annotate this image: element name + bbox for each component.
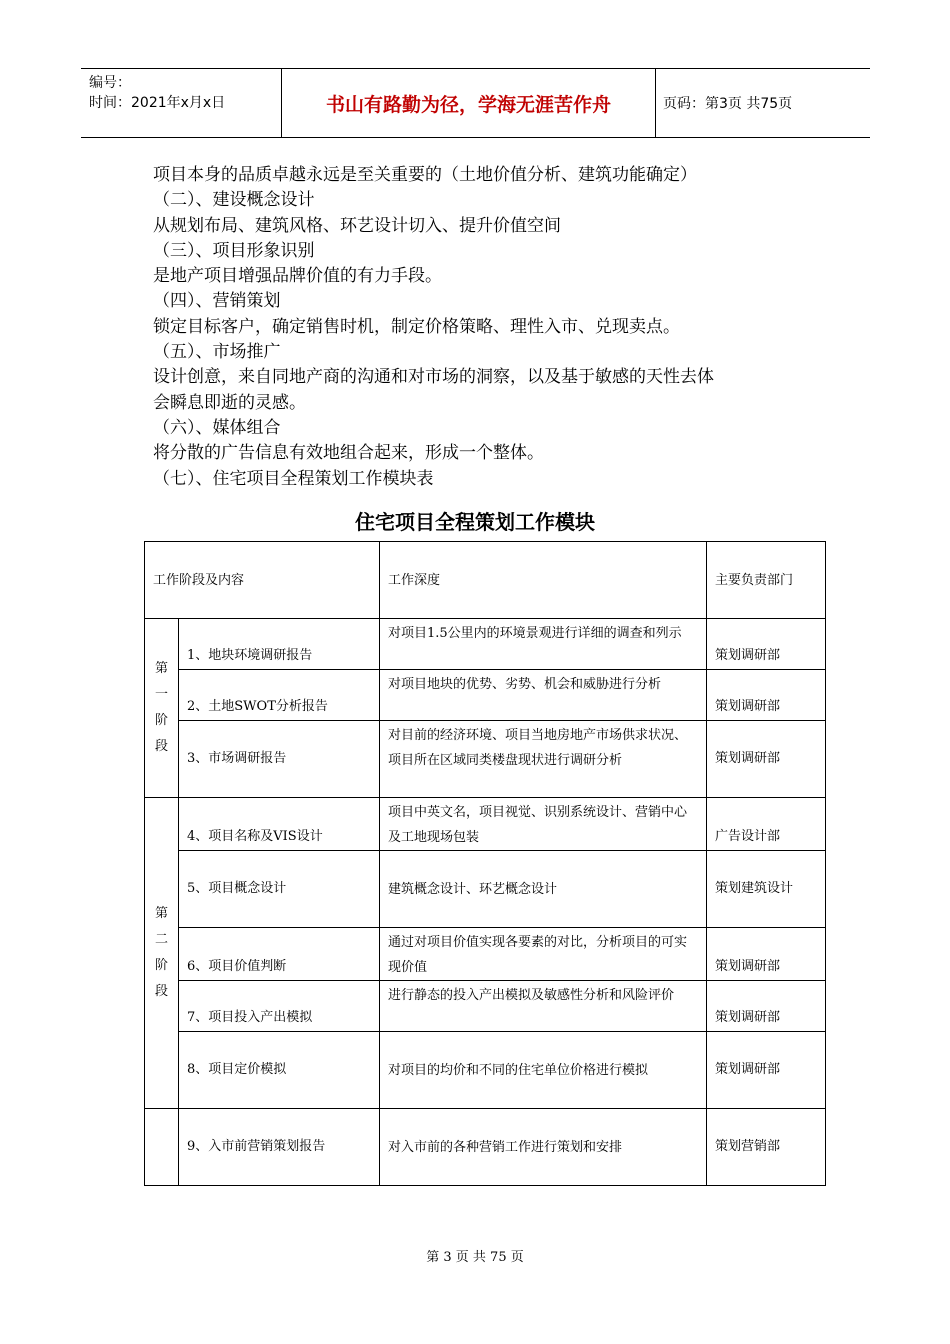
paragraph: 设计创意，来自同地产商的沟通和对市场的洞察，以及基于敏感的天性去体 [153,367,714,388]
item-cell: 2、土地SWOT分析报告 [179,670,380,721]
table-row [145,619,826,670]
item-cell: 9、入市前营销策划报告 [179,1109,380,1186]
dept-cell: 策划营销部 [707,1109,826,1186]
desc-cell: 通过对项目价值实现各要素的对比，分析项目的可实现价值 [380,928,707,981]
table-header-row [145,542,826,619]
desc-cell: 进行静态的投入产出模拟及敏感性分析和风险评价 [380,981,707,1032]
item-cell: 8、项目定价模拟 [179,1032,380,1109]
header-depth: 工作深度 [380,542,707,619]
dept-cell: 策划调研部 [707,1032,826,1109]
item-cell: 4、项目名称及VIS设计 [179,798,380,851]
table-row [145,1032,826,1109]
table-row [145,798,826,851]
dept-cell: 策划调研部 [707,721,826,798]
desc-cell: 对项目地块的优势、劣势、机会和威胁进行分析 [380,670,707,721]
paragraph: 会瞬息即逝的灵感。 [153,392,306,413]
section-heading: （二）、建设概念设计 [153,190,315,211]
item-cell: 1、地块环境调研报告 [179,619,380,670]
table-title: 住宅项目全程策划工作模块 [355,510,595,534]
table-row [145,1109,826,1186]
header-meta [89,73,225,113]
section-heading: （三）、项目形象识别 [153,240,315,261]
paragraph: 从规划布局、建筑风格、环艺设计切入、提升价值空间 [153,215,561,236]
paragraph: 锁定目标客户，确定销售时机，制定价格策略、理性入市、兑现卖点。 [153,316,680,337]
dept-cell: 策划调研部 [707,928,826,981]
section-heading: （六）、媒体组合 [153,417,281,438]
stage-three-cell [145,1109,179,1186]
paragraph: 项目本身的品质卓越永远是至关重要的（土地价值分析、建筑功能确定） [153,165,697,185]
table-row [145,851,826,928]
document-header [81,68,870,138]
item-cell: 6、项目价值判断 [179,928,380,981]
stage-two-cell: 第 二 阶 段 [145,798,179,1109]
paragraph: 是地产项目增强品牌价值的有力手段。 [153,266,442,287]
desc-cell: 建筑概念设计、环艺概念设计 [380,851,707,928]
header-page-info: 页码：第3页 共75页 [663,96,793,112]
work-module-table [144,541,826,1186]
item-cell: 7、项目投入产出模拟 [179,981,380,1032]
header-dept: 主要负责部门 [707,542,826,619]
dept-cell: 策划调研部 [707,670,826,721]
desc-cell: 对项目1.5公里内的环境景观进行详细的调查和列示 [380,619,707,670]
section-heading: （四）、营销策划 [153,291,281,312]
section-heading: （五）、市场推广 [153,342,281,363]
item-cell: 3、市场调研报告 [179,721,380,798]
table-row [145,670,826,721]
table-row [145,981,826,1032]
table-row [145,928,826,981]
paragraph: 将分散的广告信息有效地组合起来，形成一个整体。 [153,443,544,464]
desc-cell: 项目中英文名，项目视觉、识别系统设计、营销中心及工地现场包装 [380,798,707,851]
code-label: 编号： [89,75,131,91]
page-footer: 第 3 页 共 75 页 [426,1250,524,1265]
header-motto: 书山有路勤为径，学海无涯苦作舟 [325,93,611,116]
item-cell: 5、项目概念设计 [179,851,380,928]
table-row [145,721,826,798]
desc-cell: 对项目的均价和不同的住宅单位价格进行模拟 [380,1032,707,1109]
time-label: 时间：2021年x月x日 [89,95,226,111]
body-text [153,163,793,492]
dept-cell: 策划调研部 [707,981,826,1032]
dept-cell: 广告设计部 [707,798,826,851]
section-heading: （七）、住宅项目全程策划工作模块表 [153,468,434,489]
desc-cell: 对目前的经济环境、项目当地房地产市场供求状况、项目所在区域同类楼盘现状进行调研分析 [380,721,707,798]
header-stage: 工作阶段及内容 [145,542,380,619]
dept-cell: 策划调研部 [707,619,826,670]
dept-cell: 策划建筑设计 [707,851,826,928]
stage-one-cell: 第 一 阶 段 [145,619,179,798]
header-divider [655,69,656,137]
desc-cell: 对入市前的各种营销工作进行策划和安排 [380,1109,707,1186]
